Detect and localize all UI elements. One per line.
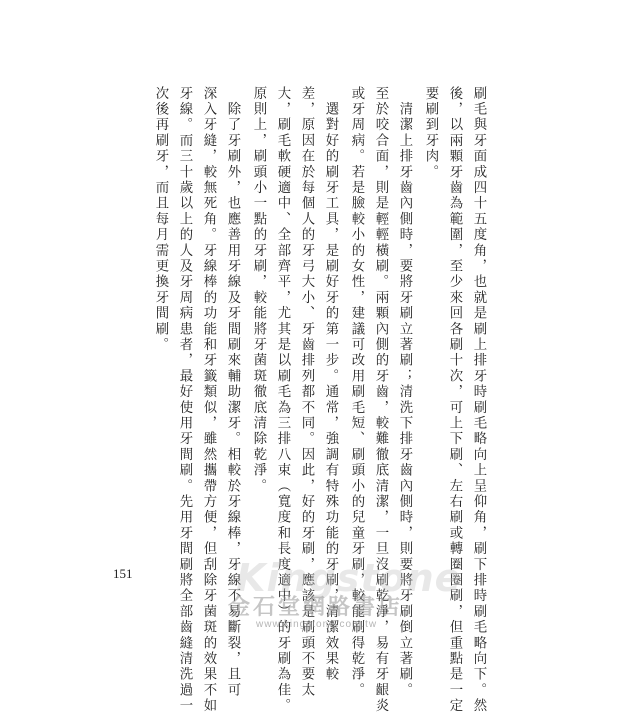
text-column-2: 後，以兩顆牙齒為範圍，至少來回各刷十次，可上下刷、左右刷或轉圈圈刷，但重點是一定	[447, 86, 462, 714]
text-column-5: 至於咬合面，則是輕輕橫刷。兩顆內側的牙齒，較難徹底清潔，一旦沒刷乾淨，易有牙齦炎	[373, 86, 388, 714]
watermark-latin: Kingstone	[236, 556, 462, 600]
page-number: 151	[113, 566, 133, 581]
text-column-7: 選對好的刷牙工具，是刷好牙的第一步。通常，強調有特殊功能的牙刷，清潔效果較	[323, 86, 338, 683]
text-column-6: 或牙周病。若是臉較小的女性，建議可改用刷毛短、刷頭小的兒童牙刷，較能刷得乾淨。	[349, 86, 364, 699]
text-column-8: 差，原因在於每個人的牙弓大小、牙齒排列都不同。因此，好的牙刷，應該是刷頭不要太	[299, 86, 314, 699]
text-column-1: 刷毛與牙面成四十五度角，也就是刷上排牙時刷毛略向上呈仰角，刷下排時刷毛略向下。然	[471, 86, 486, 714]
text-column-10: 原則上，刷頭小一點的牙刷，較能將牙菌斑徹底清除乾淨。	[251, 86, 266, 495]
text-column-11: 除了牙刷外，也應善用牙線及牙間刷來輔助潔牙。相較於牙線棒，牙線不易斷裂，且可	[225, 86, 240, 699]
text-column-12: 深入牙縫，較無死角。牙線棒的功能和牙籤類似，雖然攜帶方便，但刮除牙菌斑的效果不如	[201, 86, 216, 714]
text-column-4: 清潔上排牙齒內側時，要將牙刷立著刷；清洗下排牙齒內側時，則要將牙刷倒立著刷。	[397, 86, 412, 699]
watermark-url: www.kingstone.com.tw	[256, 619, 378, 630]
text-column-9: 大，刷毛軟硬適中、全部齊平，尤其是以刷毛為三排八束（寬度和長度適中）的牙刷為佳。	[275, 86, 290, 714]
text-column-3: 要刷到牙肉。	[423, 86, 438, 181]
watermark-chinese: 金石堂網路書店	[228, 594, 404, 620]
text-column-14: 次後再刷牙，而且每月需更換牙間刷。	[153, 86, 168, 353]
text-column-13: 牙線。而三十歲以上的人及牙周病患者，最好使用牙間刷。先用牙間刷將全部齒縫清洗過一	[177, 86, 192, 714]
